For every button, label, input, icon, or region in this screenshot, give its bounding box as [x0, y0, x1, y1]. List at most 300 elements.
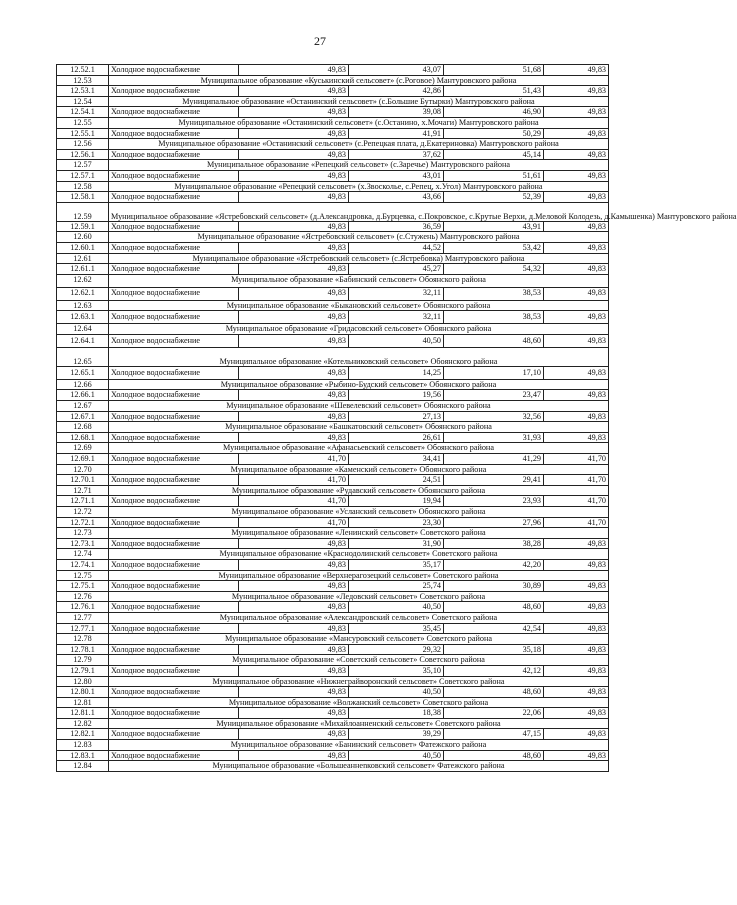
- tariff-value-4: 49,83: [544, 729, 609, 740]
- tariff-value-1: 49,83: [239, 581, 349, 592]
- row-number: 12.69.1: [57, 454, 109, 465]
- table-row: [57, 517, 609, 528]
- section-title-row: [57, 253, 609, 264]
- tariff-value-3: 52,39: [444, 192, 544, 203]
- row-number: 12.77.1: [57, 623, 109, 634]
- tariff-value-2: 40,50: [349, 750, 444, 761]
- tariff-value-1: 49,83: [239, 538, 349, 549]
- row-number: 12.57.1: [57, 170, 109, 181]
- row-number: 12.55.1: [57, 128, 109, 139]
- tariff-value-1: 49,83: [239, 390, 349, 401]
- tariff-value-4: 49,83: [544, 559, 609, 570]
- tariff-value-3: 45,14: [444, 149, 544, 160]
- tariff-value-1: 49,83: [239, 311, 349, 324]
- municipality-title: Муниципальное образование «Шевелевский сельсовет» Обоянского района: [109, 401, 609, 412]
- tariff-value-1: 49,83: [239, 287, 349, 300]
- tariff-value-3: 46,90: [444, 107, 544, 118]
- service-name: Холодное водоснабжение: [109, 107, 239, 118]
- row-number: 12.71.1: [57, 496, 109, 507]
- tariff-value-3: 48,60: [444, 687, 544, 698]
- row-number: 12.59: [57, 202, 109, 221]
- table-row: [57, 644, 609, 655]
- tariff-value-1: 49,83: [239, 559, 349, 570]
- row-number: 12.80: [57, 676, 109, 687]
- tariff-value-4: 49,83: [544, 390, 609, 401]
- section-title-row: [57, 422, 609, 433]
- row-number: 12.76: [57, 591, 109, 602]
- section-title-row: [57, 464, 609, 475]
- municipality-title: Муниципальное образование «Рудавский сельсовет» Обоянского района: [109, 485, 609, 496]
- row-number: 12.55: [57, 117, 109, 128]
- row-number: 12.69: [57, 443, 109, 454]
- municipality-title: Муниципальное образование «Ледовский сельсовет» Советского района: [109, 591, 609, 602]
- municipality-title: Муниципальное образование «Советский сельсовет» Советского района: [109, 655, 609, 666]
- table-row: [57, 86, 609, 97]
- tariff-value-4: 49,83: [544, 287, 609, 300]
- section-title-row: [57, 485, 609, 496]
- tariff-value-2: 40,50: [349, 602, 444, 613]
- row-number: 12.63.1: [57, 311, 109, 324]
- tariff-value-1: 49,83: [239, 644, 349, 655]
- tariff-value-1: 49,83: [239, 623, 349, 634]
- tariff-value-4: 41,70: [544, 454, 609, 465]
- table-row: [57, 287, 609, 300]
- tariff-value-2: 25,74: [349, 581, 444, 592]
- tariff-value-4: 49,83: [544, 128, 609, 139]
- tariff-value-2: 43,07: [349, 65, 444, 76]
- tariff-value-4: 49,83: [544, 665, 609, 676]
- section-title-row: [57, 347, 609, 366]
- row-number: 12.58.1: [57, 192, 109, 203]
- tariff-value-4: 49,83: [544, 750, 609, 761]
- row-number: 12.77: [57, 612, 109, 623]
- tariff-value-2: 23,30: [349, 517, 444, 528]
- service-name: Холодное водоснабжение: [109, 475, 239, 486]
- row-number: 12.64: [57, 324, 109, 335]
- tariff-value-2: 40,50: [349, 334, 444, 347]
- municipality-title: Муниципальное образование «Гридасовский сельсовет» Обоянского района: [109, 324, 609, 335]
- row-number: 12.61.1: [57, 264, 109, 275]
- service-name: Холодное водоснабжение: [109, 623, 239, 634]
- row-number: 12.75.1: [57, 581, 109, 592]
- tariff-value-1: 49,83: [239, 665, 349, 676]
- tariff-value-3: 32,56: [444, 411, 544, 422]
- tariff-value-4: 49,83: [544, 221, 609, 232]
- tariff-value-1: 49,83: [239, 170, 349, 181]
- tariff-value-2: 41,91: [349, 128, 444, 139]
- tariff-value-1: 49,83: [239, 149, 349, 160]
- tariff-value-2: 39,29: [349, 729, 444, 740]
- tariff-value-4: 49,83: [544, 708, 609, 719]
- tariff-value-2: 32,11: [349, 287, 444, 300]
- row-number: 12.80.1: [57, 687, 109, 698]
- row-number: 12.84: [57, 761, 109, 772]
- tariff-value-4: 49,83: [544, 264, 609, 275]
- row-number: 12.82: [57, 718, 109, 729]
- section-title-row: [57, 549, 609, 560]
- tariff-value-2: 36,59: [349, 221, 444, 232]
- section-title-row: [57, 718, 609, 729]
- table-row: [57, 665, 609, 676]
- tariff-value-3: 42,20: [444, 559, 544, 570]
- tariff-value-1: 49,83: [239, 264, 349, 275]
- section-title-row: [57, 117, 609, 128]
- tariff-value-4: 49,83: [544, 538, 609, 549]
- tariff-value-2: 35,17: [349, 559, 444, 570]
- section-title-row: [57, 528, 609, 539]
- tariff-value-3: 23,93: [444, 496, 544, 507]
- tariff-value-2: 43,66: [349, 192, 444, 203]
- service-name: Холодное водоснабжение: [109, 128, 239, 139]
- row-number: 12.53: [57, 75, 109, 86]
- tariff-value-4: 49,83: [544, 411, 609, 422]
- row-number: 12.65: [57, 347, 109, 366]
- row-number: 12.54: [57, 96, 109, 107]
- municipality-title: Муниципальное образование «Останинский сельсовет» (с.Репецкая плата, д.Екатериновка) Мантуровского района: [109, 139, 609, 150]
- tariff-value-4: 49,83: [544, 602, 609, 613]
- service-name: Холодное водоснабжение: [109, 687, 239, 698]
- row-number: 12.78.1: [57, 644, 109, 655]
- row-number: 12.72.1: [57, 517, 109, 528]
- row-number: 12.65.1: [57, 366, 109, 379]
- tariff-value-2: 32,11: [349, 311, 444, 324]
- tariff-value-4: 49,83: [544, 149, 609, 160]
- table-row: [57, 149, 609, 160]
- row-number: 12.66: [57, 379, 109, 390]
- tariff-value-4: 49,83: [544, 432, 609, 443]
- tariff-value-4: 49,83: [544, 170, 609, 181]
- tariff-value-1: 49,83: [239, 242, 349, 253]
- table-row: [57, 454, 609, 465]
- section-title-row: [57, 634, 609, 645]
- service-name: Холодное водоснабжение: [109, 454, 239, 465]
- tariff-value-3: 22,06: [444, 708, 544, 719]
- row-number: 12.78: [57, 634, 109, 645]
- tariff-value-3: 42,54: [444, 623, 544, 634]
- tariff-value-1: 41,70: [239, 454, 349, 465]
- tariff-value-2: 24,51: [349, 475, 444, 486]
- tariff-value-4: 41,70: [544, 517, 609, 528]
- table-row: [57, 538, 609, 549]
- tariff-value-2: 40,50: [349, 687, 444, 698]
- municipality-title: Муниципальное образование «Каменский сельсовет» Обоянского района: [109, 464, 609, 475]
- row-number: 12.76.1: [57, 602, 109, 613]
- row-number: 12.74.1: [57, 559, 109, 570]
- row-number: 12.59.1: [57, 221, 109, 232]
- tariff-value-3: 31,93: [444, 432, 544, 443]
- section-title-row: [57, 75, 609, 86]
- tariff-value-1: 49,83: [239, 687, 349, 698]
- section-title-row: [57, 507, 609, 518]
- service-name: Холодное водоснабжение: [109, 242, 239, 253]
- municipality-title: Муниципальное образование «Рыбино-Будский сельсовет» Обоянского района: [109, 379, 609, 390]
- tariff-value-2: 39,08: [349, 107, 444, 118]
- tariff-value-4: 41,70: [544, 496, 609, 507]
- tariff-value-1: 49,83: [239, 602, 349, 613]
- tariff-value-4: 49,83: [544, 65, 609, 76]
- section-title-row: [57, 443, 609, 454]
- municipality-title: Муниципальное образование «Нижнеграйворонский сельсовет» Советского района: [109, 676, 609, 687]
- table-row: [57, 411, 609, 422]
- tariff-value-1: 49,83: [239, 86, 349, 97]
- row-number: 12.54.1: [57, 107, 109, 118]
- table-row: [57, 581, 609, 592]
- tariff-value-3: 48,60: [444, 334, 544, 347]
- municipality-title: Муниципальное образование «Михайлоанненский сельсовет» Советского района: [109, 718, 609, 729]
- tariff-value-3: 51,43: [444, 86, 544, 97]
- table-row: [57, 432, 609, 443]
- tariff-value-3: 53,42: [444, 242, 544, 253]
- table-row: [57, 602, 609, 613]
- municipality-title: Муниципальное образование «Бабинский сельсовет» Обоянского района: [109, 274, 609, 287]
- tariff-value-2: 44,52: [349, 242, 444, 253]
- row-number: 12.68: [57, 422, 109, 433]
- tariff-value-2: 19,94: [349, 496, 444, 507]
- tariff-value-4: 49,83: [544, 581, 609, 592]
- table-row: [57, 107, 609, 118]
- table-row: [57, 708, 609, 719]
- tariff-value-1: 49,83: [239, 221, 349, 232]
- tariff-value-4: 49,83: [544, 107, 609, 118]
- tariff-value-3: 51,61: [444, 170, 544, 181]
- row-number: 12.72: [57, 507, 109, 518]
- municipality-title: Муниципальное образование «Верхнерагозецкий сельсовет» Советского района: [109, 570, 609, 581]
- municipality-title: Муниципальное образование «Котельниковский сельсовет» Обоянского района: [109, 347, 609, 366]
- tariff-value-2: 42,86: [349, 86, 444, 97]
- section-title-row: [57, 655, 609, 666]
- tariff-value-2: 34,41: [349, 454, 444, 465]
- service-name: Холодное водоснабжение: [109, 411, 239, 422]
- tariff-value-4: 49,83: [544, 334, 609, 347]
- tariff-value-1: 49,83: [239, 750, 349, 761]
- row-number: 12.57: [57, 160, 109, 171]
- section-title-row: [57, 96, 609, 107]
- section-title-row: [57, 740, 609, 751]
- service-name: Холодное водоснабжение: [109, 708, 239, 719]
- row-number: 12.83.1: [57, 750, 109, 761]
- section-title-row: [57, 379, 609, 390]
- service-name: Холодное водоснабжение: [109, 581, 239, 592]
- service-name: Холодное водоснабжение: [109, 496, 239, 507]
- tariff-value-2: 27,13: [349, 411, 444, 422]
- tariff-value-3: 29,41: [444, 475, 544, 486]
- section-title-row: [57, 676, 609, 687]
- section-title-row: [57, 232, 609, 243]
- row-number: 12.62: [57, 274, 109, 287]
- table-row: [57, 687, 609, 698]
- municipality-title: Муниципальное образование «Ястребовский сельсовет» (д.Александровка, д.Бурцевка, с.Покровское, с.Крутые Верхи, д.Меловой Колодезь, д.Камышенка) Мантуровского района: [109, 202, 609, 221]
- municipality-title: Муниципальное образование «Ленинский сельсовет» Советского района: [109, 528, 609, 539]
- municipality-title: Муниципальное образование «Афанасьевский сельсовет» Обоянского района: [109, 443, 609, 454]
- table-row: [57, 559, 609, 570]
- tariff-value-1: 49,83: [239, 334, 349, 347]
- table-row: [57, 475, 609, 486]
- section-title-row: [57, 300, 609, 311]
- row-number: 12.70: [57, 464, 109, 475]
- row-number: 12.53.1: [57, 86, 109, 97]
- tariff-table: [56, 64, 737, 772]
- tariff-value-2: 45,27: [349, 264, 444, 275]
- row-number: 12.56.1: [57, 149, 109, 160]
- section-title-row: [57, 591, 609, 602]
- table-row: [57, 334, 609, 347]
- municipality-title: Муниципальное образование «Репецкий сельсовет» (х.Звоcколье, с.Репец, х.Угол) Мантуровского района: [109, 181, 609, 192]
- tariff-value-4: 49,83: [544, 366, 609, 379]
- service-name: Холодное водоснабжение: [109, 221, 239, 232]
- section-title-row: [57, 612, 609, 623]
- tariff-value-3: 38,53: [444, 311, 544, 324]
- row-number: 12.60.1: [57, 242, 109, 253]
- table-row: [57, 366, 609, 379]
- tariff-value-1: 49,83: [239, 107, 349, 118]
- table-row: [57, 242, 609, 253]
- service-name: Холодное водоснабжение: [109, 432, 239, 443]
- row-number: 12.63: [57, 300, 109, 311]
- tariff-value-3: 47,15: [444, 729, 544, 740]
- section-title-row: [57, 324, 609, 335]
- municipality-title: Муниципальное образование «Ястребовский сельсовет» (с.Стужень) Мантуровского района: [109, 232, 609, 243]
- service-name: Холодное водоснабжение: [109, 65, 239, 76]
- service-name: Холодное водоснабжение: [109, 644, 239, 655]
- municipality-title: Муниципальное образование «Волжанский сельсовет» Советского района: [109, 697, 609, 708]
- row-number: 12.62.1: [57, 287, 109, 300]
- row-number: 12.67: [57, 401, 109, 412]
- tariff-value-2: 26,61: [349, 432, 444, 443]
- tariff-value-3: 50,29: [444, 128, 544, 139]
- row-number: 12.58: [57, 181, 109, 192]
- table-row: [57, 729, 609, 740]
- service-name: Холодное водоснабжение: [109, 665, 239, 676]
- table-row: [57, 311, 609, 324]
- section-title-row: [57, 160, 609, 171]
- table-row: [57, 750, 609, 761]
- service-name: Холодное водоснабжение: [109, 264, 239, 275]
- municipality-title: Муниципальное образование «Ястребовский сельсовет» (с.Ястребовка) Мантуровского района: [109, 253, 609, 264]
- row-number: 12.83: [57, 740, 109, 751]
- tariff-value-2: 31,90: [349, 538, 444, 549]
- tariff-value-2: 35,45: [349, 623, 444, 634]
- row-number: 12.71: [57, 485, 109, 496]
- row-number: 12.75: [57, 570, 109, 581]
- table-row: [57, 128, 609, 139]
- row-number: 12.61: [57, 253, 109, 264]
- tariff-value-4: 41,70: [544, 475, 609, 486]
- tariff-value-3: 30,89: [444, 581, 544, 592]
- tariff-value-2: 18,38: [349, 708, 444, 719]
- row-number: 12.70.1: [57, 475, 109, 486]
- tariff-value-1: 41,70: [239, 517, 349, 528]
- municipality-title: Муниципальное образование «Мансуровский сельсовет» Советского района: [109, 634, 609, 645]
- tariff-value-1: 49,83: [239, 708, 349, 719]
- service-name: Холодное водоснабжение: [109, 311, 239, 324]
- tariff-value-4: 49,83: [544, 192, 609, 203]
- row-number: 12.73: [57, 528, 109, 539]
- tariff-value-3: 43,91: [444, 221, 544, 232]
- row-number: 12.79.1: [57, 665, 109, 676]
- service-name: Холодное водоснабжение: [109, 192, 239, 203]
- table-row: [57, 170, 609, 181]
- tariff-value-2: 35,10: [349, 665, 444, 676]
- tariff-value-1: 49,83: [239, 128, 349, 139]
- tariff-value-3: 51,68: [444, 65, 544, 76]
- tariff-value-4: 49,83: [544, 86, 609, 97]
- service-name: Холодное водоснабжение: [109, 170, 239, 181]
- row-number: 12.74: [57, 549, 109, 560]
- tariff-value-1: 49,83: [239, 192, 349, 203]
- table-row: [57, 390, 609, 401]
- tariff-value-3: 35,18: [444, 644, 544, 655]
- row-number: 12.52.1: [57, 65, 109, 76]
- tariff-value-2: 14,25: [349, 366, 444, 379]
- tariff-value-3: 23,47: [444, 390, 544, 401]
- row-number: 12.79: [57, 655, 109, 666]
- page-number: 27: [314, 34, 326, 48]
- tariff-value-2: 29,32: [349, 644, 444, 655]
- row-number: 12.67.1: [57, 411, 109, 422]
- tariff-value-2: 37,62: [349, 149, 444, 160]
- tariff-value-4: 49,83: [544, 687, 609, 698]
- tariff-value-4: 49,83: [544, 644, 609, 655]
- tariff-value-1: 49,83: [239, 432, 349, 443]
- tariff-value-1: 49,83: [239, 366, 349, 379]
- row-number: 12.81.1: [57, 708, 109, 719]
- municipality-title: Муниципальное образование «Останинский сельсовет» (с.Большие Бутырки) Мантуровского района: [109, 96, 609, 107]
- tariff-value-4: 49,83: [544, 623, 609, 634]
- municipality-title: Муниципальное образование «Краснодолинский сельсовет» Советского района: [109, 549, 609, 560]
- municipality-title: Муниципальное образование «Репецкий сельсовет» (с.Заречье) Мантуровского района: [109, 160, 609, 171]
- tariff-table-body: [57, 65, 737, 772]
- municipality-title: Муниципальное образование «Большеаннenковский сельсовет» Фатежского района: [109, 761, 609, 772]
- row-number: 12.56: [57, 139, 109, 150]
- section-title-row: [57, 202, 609, 221]
- row-number: 12.68.1: [57, 432, 109, 443]
- tariff-value-3: 27,96: [444, 517, 544, 528]
- tariff-value-3: 48,60: [444, 602, 544, 613]
- section-title-row: [57, 697, 609, 708]
- row-number: 12.73.1: [57, 538, 109, 549]
- tariff-value-3: 38,53: [444, 287, 544, 300]
- tariff-value-4: 49,83: [544, 311, 609, 324]
- row-number: 12.82.1: [57, 729, 109, 740]
- tariff-value-1: 49,83: [239, 411, 349, 422]
- tariff-value-3: 38,28: [444, 538, 544, 549]
- municipality-title: Муниципальное образование «Башкатовский сельсовет» Обоянского района: [109, 422, 609, 433]
- section-title-row: [57, 181, 609, 192]
- service-name: Холодное водоснабжение: [109, 334, 239, 347]
- tariff-value-1: 41,70: [239, 475, 349, 486]
- table-row: [57, 221, 609, 232]
- tariff-value-3: 42,12: [444, 665, 544, 676]
- tariff-value-1: 49,83: [239, 729, 349, 740]
- section-title-row: [57, 139, 609, 150]
- section-title-row: [57, 401, 609, 412]
- service-name: Холодное водоснабжение: [109, 517, 239, 528]
- tariff-value-3: 17,10: [444, 366, 544, 379]
- municipality-title: Муниципальное образование «Куськинский сельсовет» (с.Роговое) Мантуровского района: [109, 75, 609, 86]
- table-row: [57, 623, 609, 634]
- tariff-value-1: 49,83: [239, 65, 349, 76]
- tariff-value-2: 43,01: [349, 170, 444, 181]
- section-title-row: [57, 761, 609, 772]
- tariff-value-3: 48,60: [444, 750, 544, 761]
- service-name: Холодное водоснабжение: [109, 86, 239, 97]
- service-name: Холодное водоснабжение: [109, 538, 239, 549]
- service-name: Холодное водоснабжение: [109, 559, 239, 570]
- service-name: Холодное водоснабжение: [109, 366, 239, 379]
- municipality-title: Муниципальное образование «Александровский сельсовет» Советского района: [109, 612, 609, 623]
- municipality-title: Муниципальное образование «Усланский сельсовет» Обоянского района: [109, 507, 609, 518]
- row-number: 12.81: [57, 697, 109, 708]
